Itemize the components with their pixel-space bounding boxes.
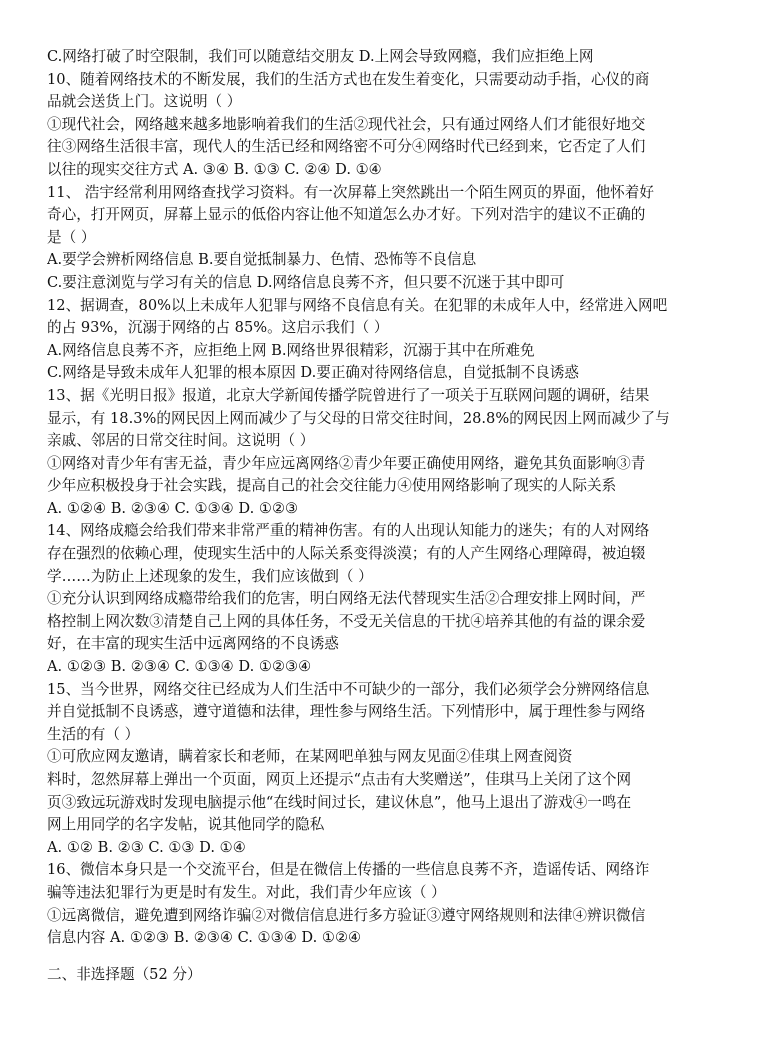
question-14-stem: 14、网络成瘾会给我们带来非常严重的精神伤害。有的人出现认知能力的迷失；有的人对网络 xyxy=(47,522,650,540)
question-10-stem: 10、随着网络技术的不断发展，我们的生活方式也在发生着变化，只需要动动手指，心仪的商 xyxy=(47,70,650,88)
answer-options: A. ①② B. ②③ C. ①③ D. ①④ xyxy=(47,838,246,856)
answer-options: 以往的现实交往方式 A. ③④ B. ①③ C. ②④ D. ①④ xyxy=(47,160,382,178)
question-12-stem: 12、据调查，80%以上未成年人犯罪与网络不良信息有关。在犯罪的未成年人中，经常进入网吧 xyxy=(47,296,668,314)
text-line: 并自觉抵制不良诱惑，遵守道德和法律，理性参与网络生活。下列情形中，属于理性参与网络 xyxy=(47,703,646,721)
text-line: 学……为防止上述现象的发生，我们应该做到（ ） xyxy=(47,567,373,585)
answer-options: A.网络信息良莠不齐，应拒绝上网 B.网络世界很精彩，沉溺于其中在所难免 xyxy=(47,341,535,359)
text-line: ①远离微信，避免遭到网络诈骗②对微信信息进行多方验证③遵守网络规则和法律④辨识微信 xyxy=(47,906,646,924)
question-15-stem: 15、当今世界，网络交往已经成为人们生活中不可缺少的一部分，我们必须学会分辨网络信息 xyxy=(47,680,650,698)
text-line: 生活的有（ ） xyxy=(47,725,140,743)
text-line: 网上用同学的名字发帖，说其他同学的隐私 xyxy=(47,816,325,834)
text-line: 存在强烈的依赖心理，使现实生活中的人际关系变得淡漠；有的人产生网络心理障碍，被迫辍 xyxy=(47,545,646,563)
question-11-stem: 11、 浩宇经常利用网络查找学习资料。有一次屏幕上突然跳出一个陌生网页的界面，他怀着好 xyxy=(47,183,654,201)
text-line: 料时，忽然屏幕上弹出一个页面，网页上还提示“点击有大奖赠送”，佳琪马上关闭了这个网 xyxy=(47,771,632,788)
question-13-stem: 13、据《光明日报》报道，北京大学新闻传播学院曾进行了一项关于互联网问题的调研，结果 xyxy=(47,386,650,404)
question-16-stem: 16、微信本身只是一个交流平台，但是在微信上传播的一些信息良莠不齐，造谣传话、网络诈 xyxy=(47,861,650,879)
text-line: 是（ ） xyxy=(47,228,96,246)
text-line: 往③网络生活很丰富，现代人的生活已经和网络密不可分④网络时代已经到来，它否定了人们 xyxy=(47,138,646,156)
text-line: 好，在丰富的现实生活中远离网络的不良诱惑 xyxy=(47,635,339,653)
text-line: ①网络对青少年有害无益，青少年应远离网络②青少年要正确使用网络，避免其负面影响③青 xyxy=(47,454,646,472)
text-line: 显示，有 18.3%的网民因上网而减少了与父母的日常交往时间，28.8%的网民因上网而减少了与 xyxy=(47,409,670,427)
answer-options: C.要注意浏览与学习有关的信息 D.网络信息良莠不齐，但只要不沉迷于其中即可 xyxy=(47,273,565,291)
text-line: 页③致远玩游戏时发现电脑提示他“在线时间过长，建议休息”，他马上退出了游戏④一鸣在 xyxy=(47,793,632,811)
text-line: 品就会送货上门。这说明（ ） xyxy=(47,93,242,111)
answer-options: A.要学会辨析网络信息 B.要自觉抵制暴力、色情、恐怖等不良信息 xyxy=(47,251,477,269)
answer-options: A. ①②③ B. ②③④ C. ①③④ D. ①②③④ xyxy=(47,658,312,676)
text-line: ①充分认识到网络成瘾带给我们的危害，明白网络无法代替现实生活②合理安排上网时间，严 xyxy=(47,590,646,608)
text-line: ①可欣应网友邀请，瞒着家长和老师，在某网吧单独与网友见面②佳琪上网查阅资 xyxy=(47,748,573,766)
text-line: C.网络打破了时空限制，我们可以随意结交朋友 D.上网会导致网瘾，我们应拒绝上网 xyxy=(47,48,594,65)
answer-options: A. ①②④ B. ②③④ C. ①③④ D. ①②③ xyxy=(47,499,299,517)
text-line: 格控制上网次数③清楚自己上网的具体任务，不受无关信息的干扰④培养其他的有益的课余爱 xyxy=(47,612,646,630)
text-line: 骗等违法犯罪行为更是时有发生。对此，我们青少年应该（ ） xyxy=(47,883,446,901)
section-heading: 二、非选择题（52 分） xyxy=(47,965,202,983)
text-line: 的占 93%，沉溺于网络的占 85%。这启示我们（ ） xyxy=(47,319,389,337)
text-line: ①现代社会，网络越来越多地影响着我们的生活②现代社会，只有通过网络人们才能很好地交 xyxy=(47,115,646,133)
question-text-block xyxy=(47,46,720,950)
answer-options: 信息内容 A. ①②③ B. ②③④ C. ①③④ D. ①②④ xyxy=(47,929,362,947)
text-line: 奇心，打开网页，屏幕上显示的低俗内容让他不知道怎么办才好。下列对浩宇的建议不正确的 xyxy=(47,206,646,224)
text-line: 亲戚、邻居的日常交往时间。这说明（ ） xyxy=(47,432,315,450)
answer-options: C.网络是导致未成年人犯罪的根本原因 D.要正确对待网络信息，自觉抵制不良诱惑 xyxy=(47,364,579,382)
text-line: 少年应积极投身于社会实践，提高自己的社会交往能力④使用网络影响了现实的人际关系 xyxy=(47,477,617,495)
